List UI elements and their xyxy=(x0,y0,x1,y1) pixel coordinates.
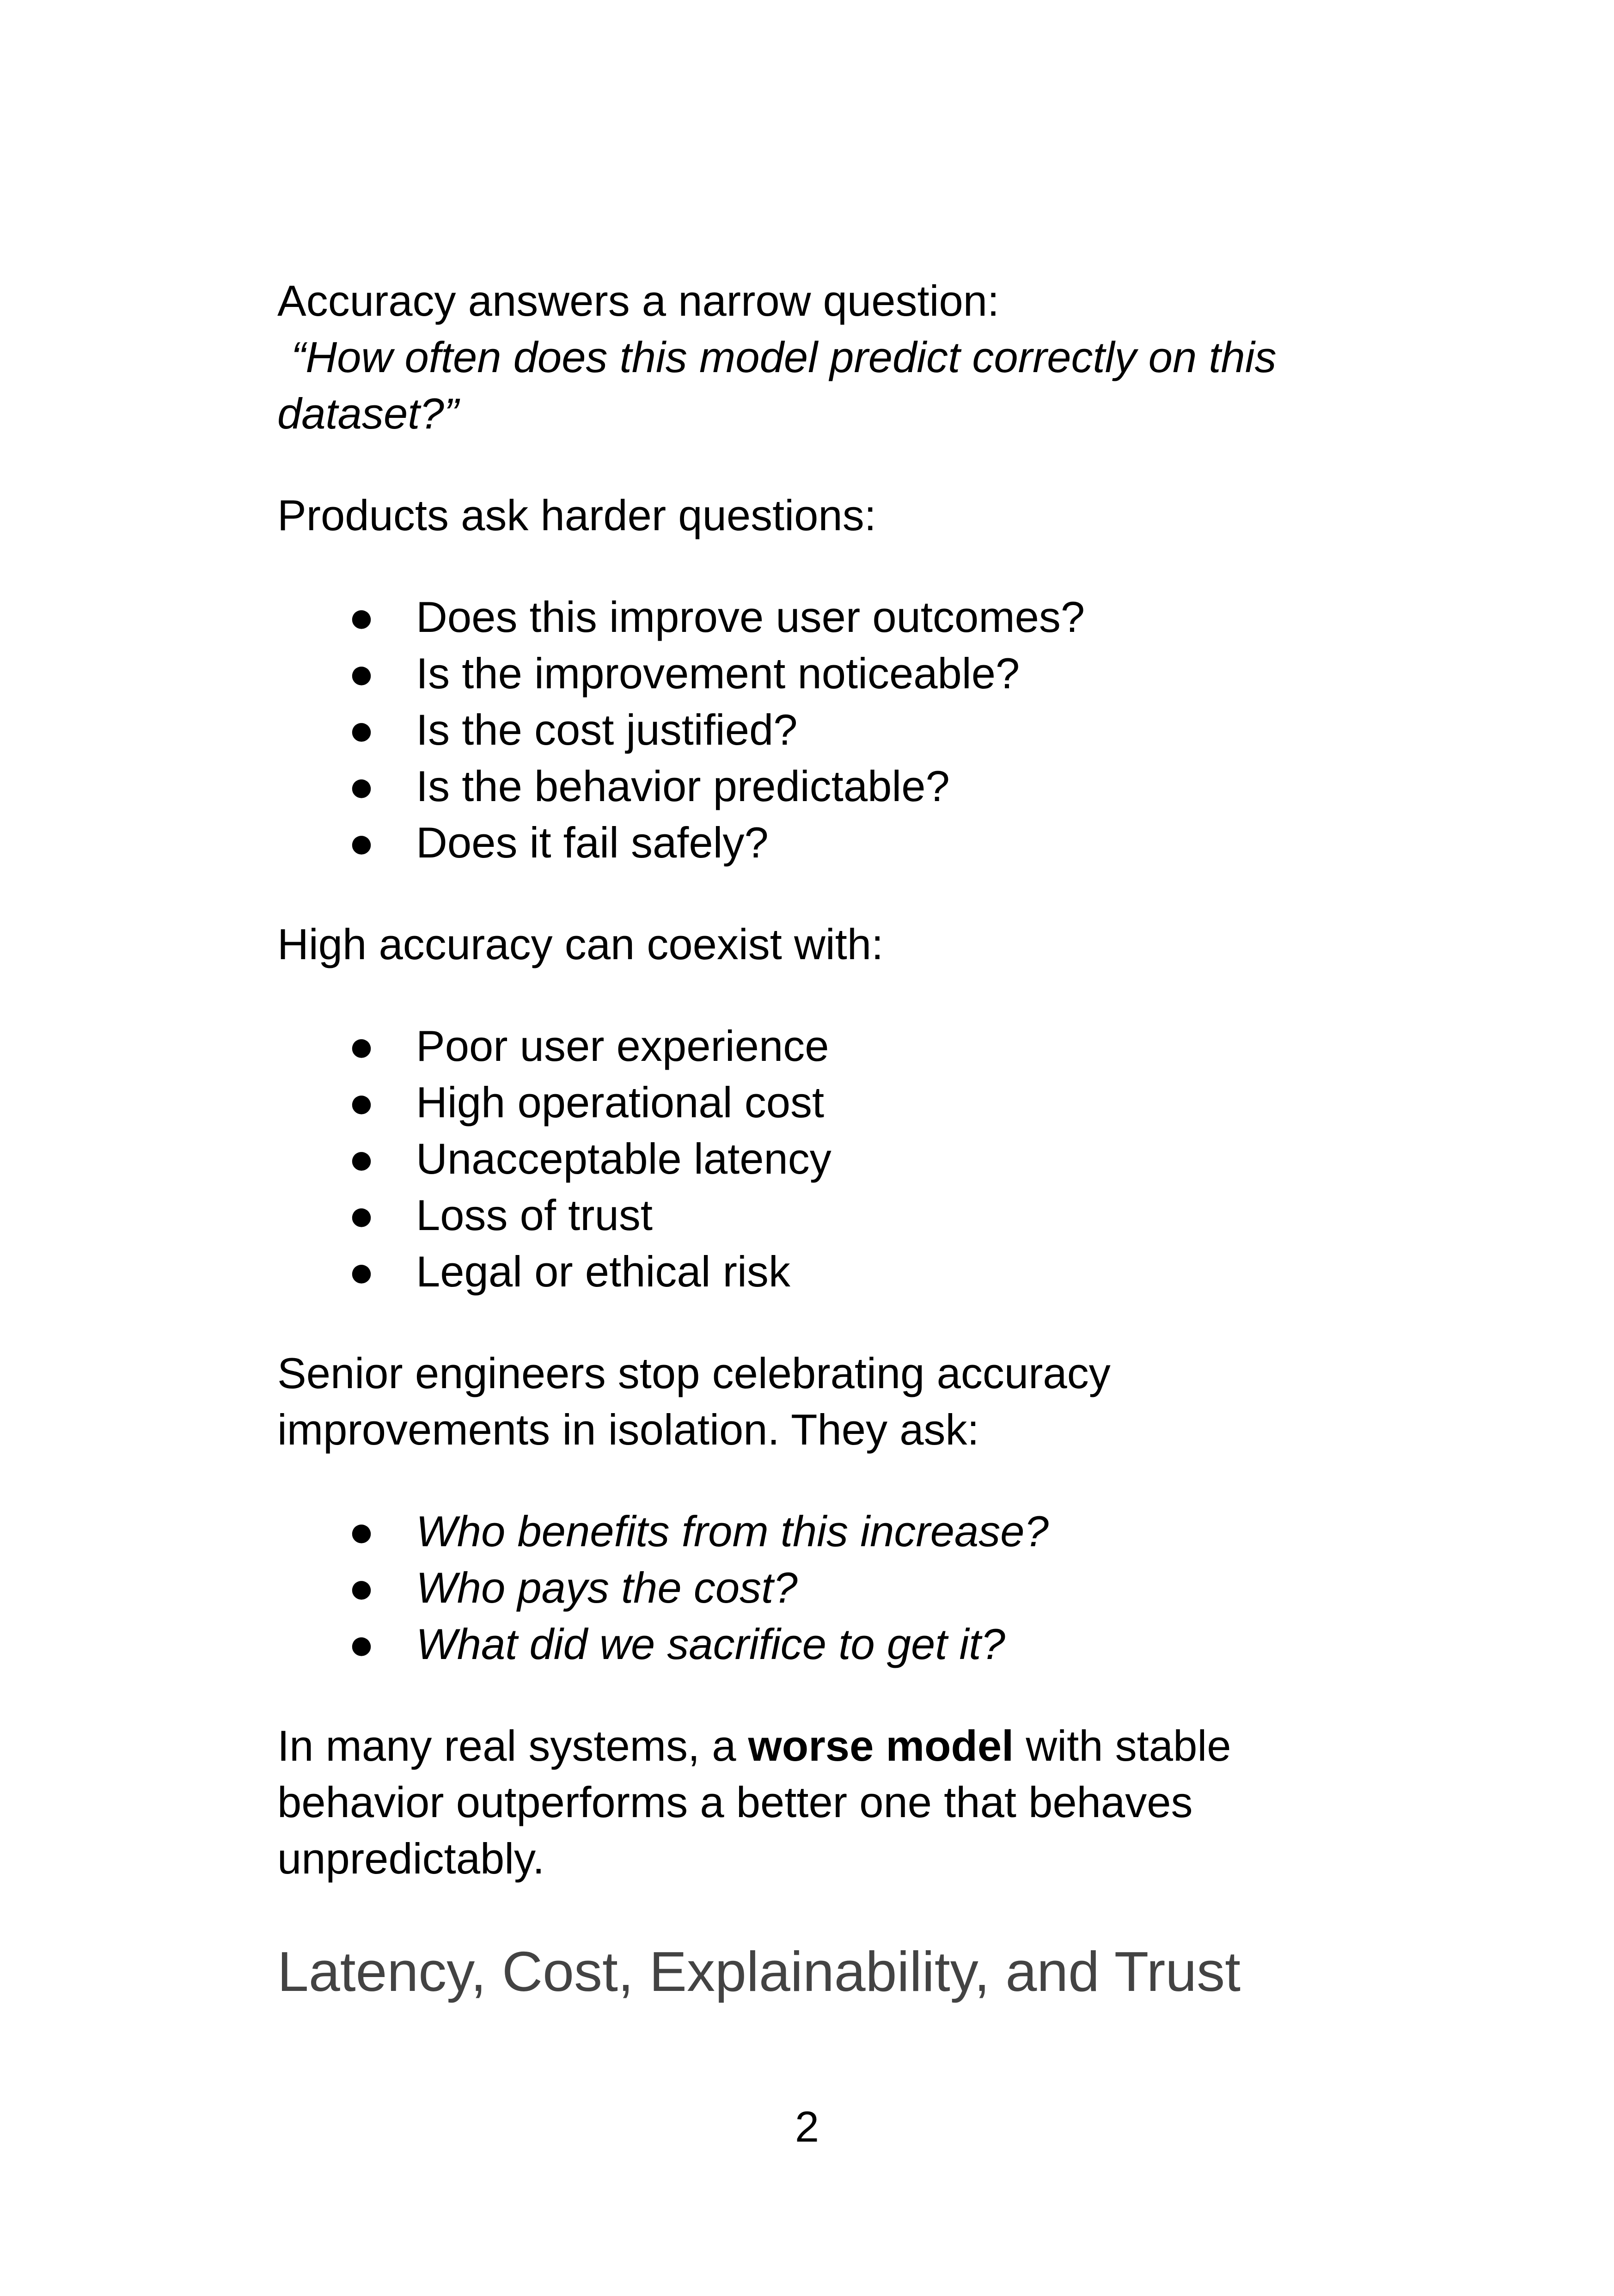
list-item-text: Loss of trust xyxy=(416,1191,653,1239)
list-item-text: Is the behavior predictable? xyxy=(416,762,950,810)
list-item-text: Who pays the cost? xyxy=(416,1563,798,1612)
list-item xyxy=(277,1187,1340,1243)
list-item xyxy=(277,814,1340,871)
bullet-icon: ● xyxy=(348,818,375,867)
bullet-icon: ● xyxy=(348,1134,375,1183)
list-item xyxy=(277,1560,1340,1616)
bullet-icon: ● xyxy=(348,1507,375,1555)
bullet-icon: ● xyxy=(348,1078,375,1127)
list-item-text: Is the improvement noticeable? xyxy=(416,649,1020,698)
intro-line: Accuracy answers a narrow question: xyxy=(277,276,1000,325)
bullet-icon: ● xyxy=(348,1191,375,1239)
bullet-icon: ● xyxy=(348,762,375,810)
products-question-list xyxy=(277,589,1340,871)
bullet-icon: ● xyxy=(348,1620,375,1668)
list-item-text: Who benefits from this increase? xyxy=(416,1507,1049,1555)
list-item xyxy=(277,1131,1340,1187)
list-item xyxy=(277,645,1340,702)
list-item-text: Unacceptable latency xyxy=(416,1134,831,1183)
bullet-icon: ● xyxy=(348,593,375,641)
bullet-icon: ● xyxy=(348,705,375,754)
products-lead: Products ask harder questions: xyxy=(277,491,876,539)
list-item xyxy=(277,758,1340,814)
conclusion-line-2: behavior outperforms a better one that behaves xyxy=(277,1778,1193,1826)
senior-question-list xyxy=(277,1503,1340,1672)
conclusion-emphasis: worse model xyxy=(748,1721,1014,1770)
coexist-risk-list xyxy=(277,1018,1340,1300)
list-item xyxy=(277,1243,1340,1300)
list-item-text: Legal or ethical risk xyxy=(416,1247,790,1296)
intro-quote-line-1: “How often does this model predict correctly on this xyxy=(291,333,1277,381)
bullet-icon: ● xyxy=(348,1022,375,1070)
page-number: 2 xyxy=(795,2102,819,2151)
list-item xyxy=(277,589,1340,645)
list-item-text: What did we sacrifice to get it? xyxy=(416,1620,1005,1668)
page-content xyxy=(277,273,1340,2006)
conclusion-text-end: with stable xyxy=(1014,1721,1231,1770)
senior-line-1: Senior engineers stop celebrating accuracy xyxy=(277,1349,1111,1397)
conclusion-line-1 xyxy=(277,1718,1340,1774)
coexist-lead: High accuracy can coexist with: xyxy=(277,920,884,968)
list-item-text: Is the cost justified? xyxy=(416,705,798,754)
list-item xyxy=(277,1616,1340,1672)
intro-quote-line-2: dataset?” xyxy=(277,389,459,438)
list-item-text: Does this improve user outcomes? xyxy=(416,593,1085,641)
list-item-text: Does it fail safely? xyxy=(416,818,769,867)
bullet-icon: ● xyxy=(348,1247,375,1296)
senior-line-2: improvements in isolation. They ask: xyxy=(277,1405,979,1454)
list-item xyxy=(277,1074,1340,1131)
section-heading: Latency, Cost, Explainability, and Trust xyxy=(277,1940,1241,2003)
list-item-text: High operational cost xyxy=(416,1078,825,1127)
list-item-text: Poor user experience xyxy=(416,1022,829,1070)
list-item xyxy=(277,1503,1340,1560)
conclusion-line-3: unpredictably. xyxy=(277,1834,545,1883)
bullet-icon: ● xyxy=(348,649,375,698)
bullet-icon: ● xyxy=(348,1563,375,1612)
conclusion-text-start: In many real systems, a xyxy=(277,1721,748,1770)
list-item xyxy=(277,702,1340,758)
list-item xyxy=(277,1018,1340,1074)
